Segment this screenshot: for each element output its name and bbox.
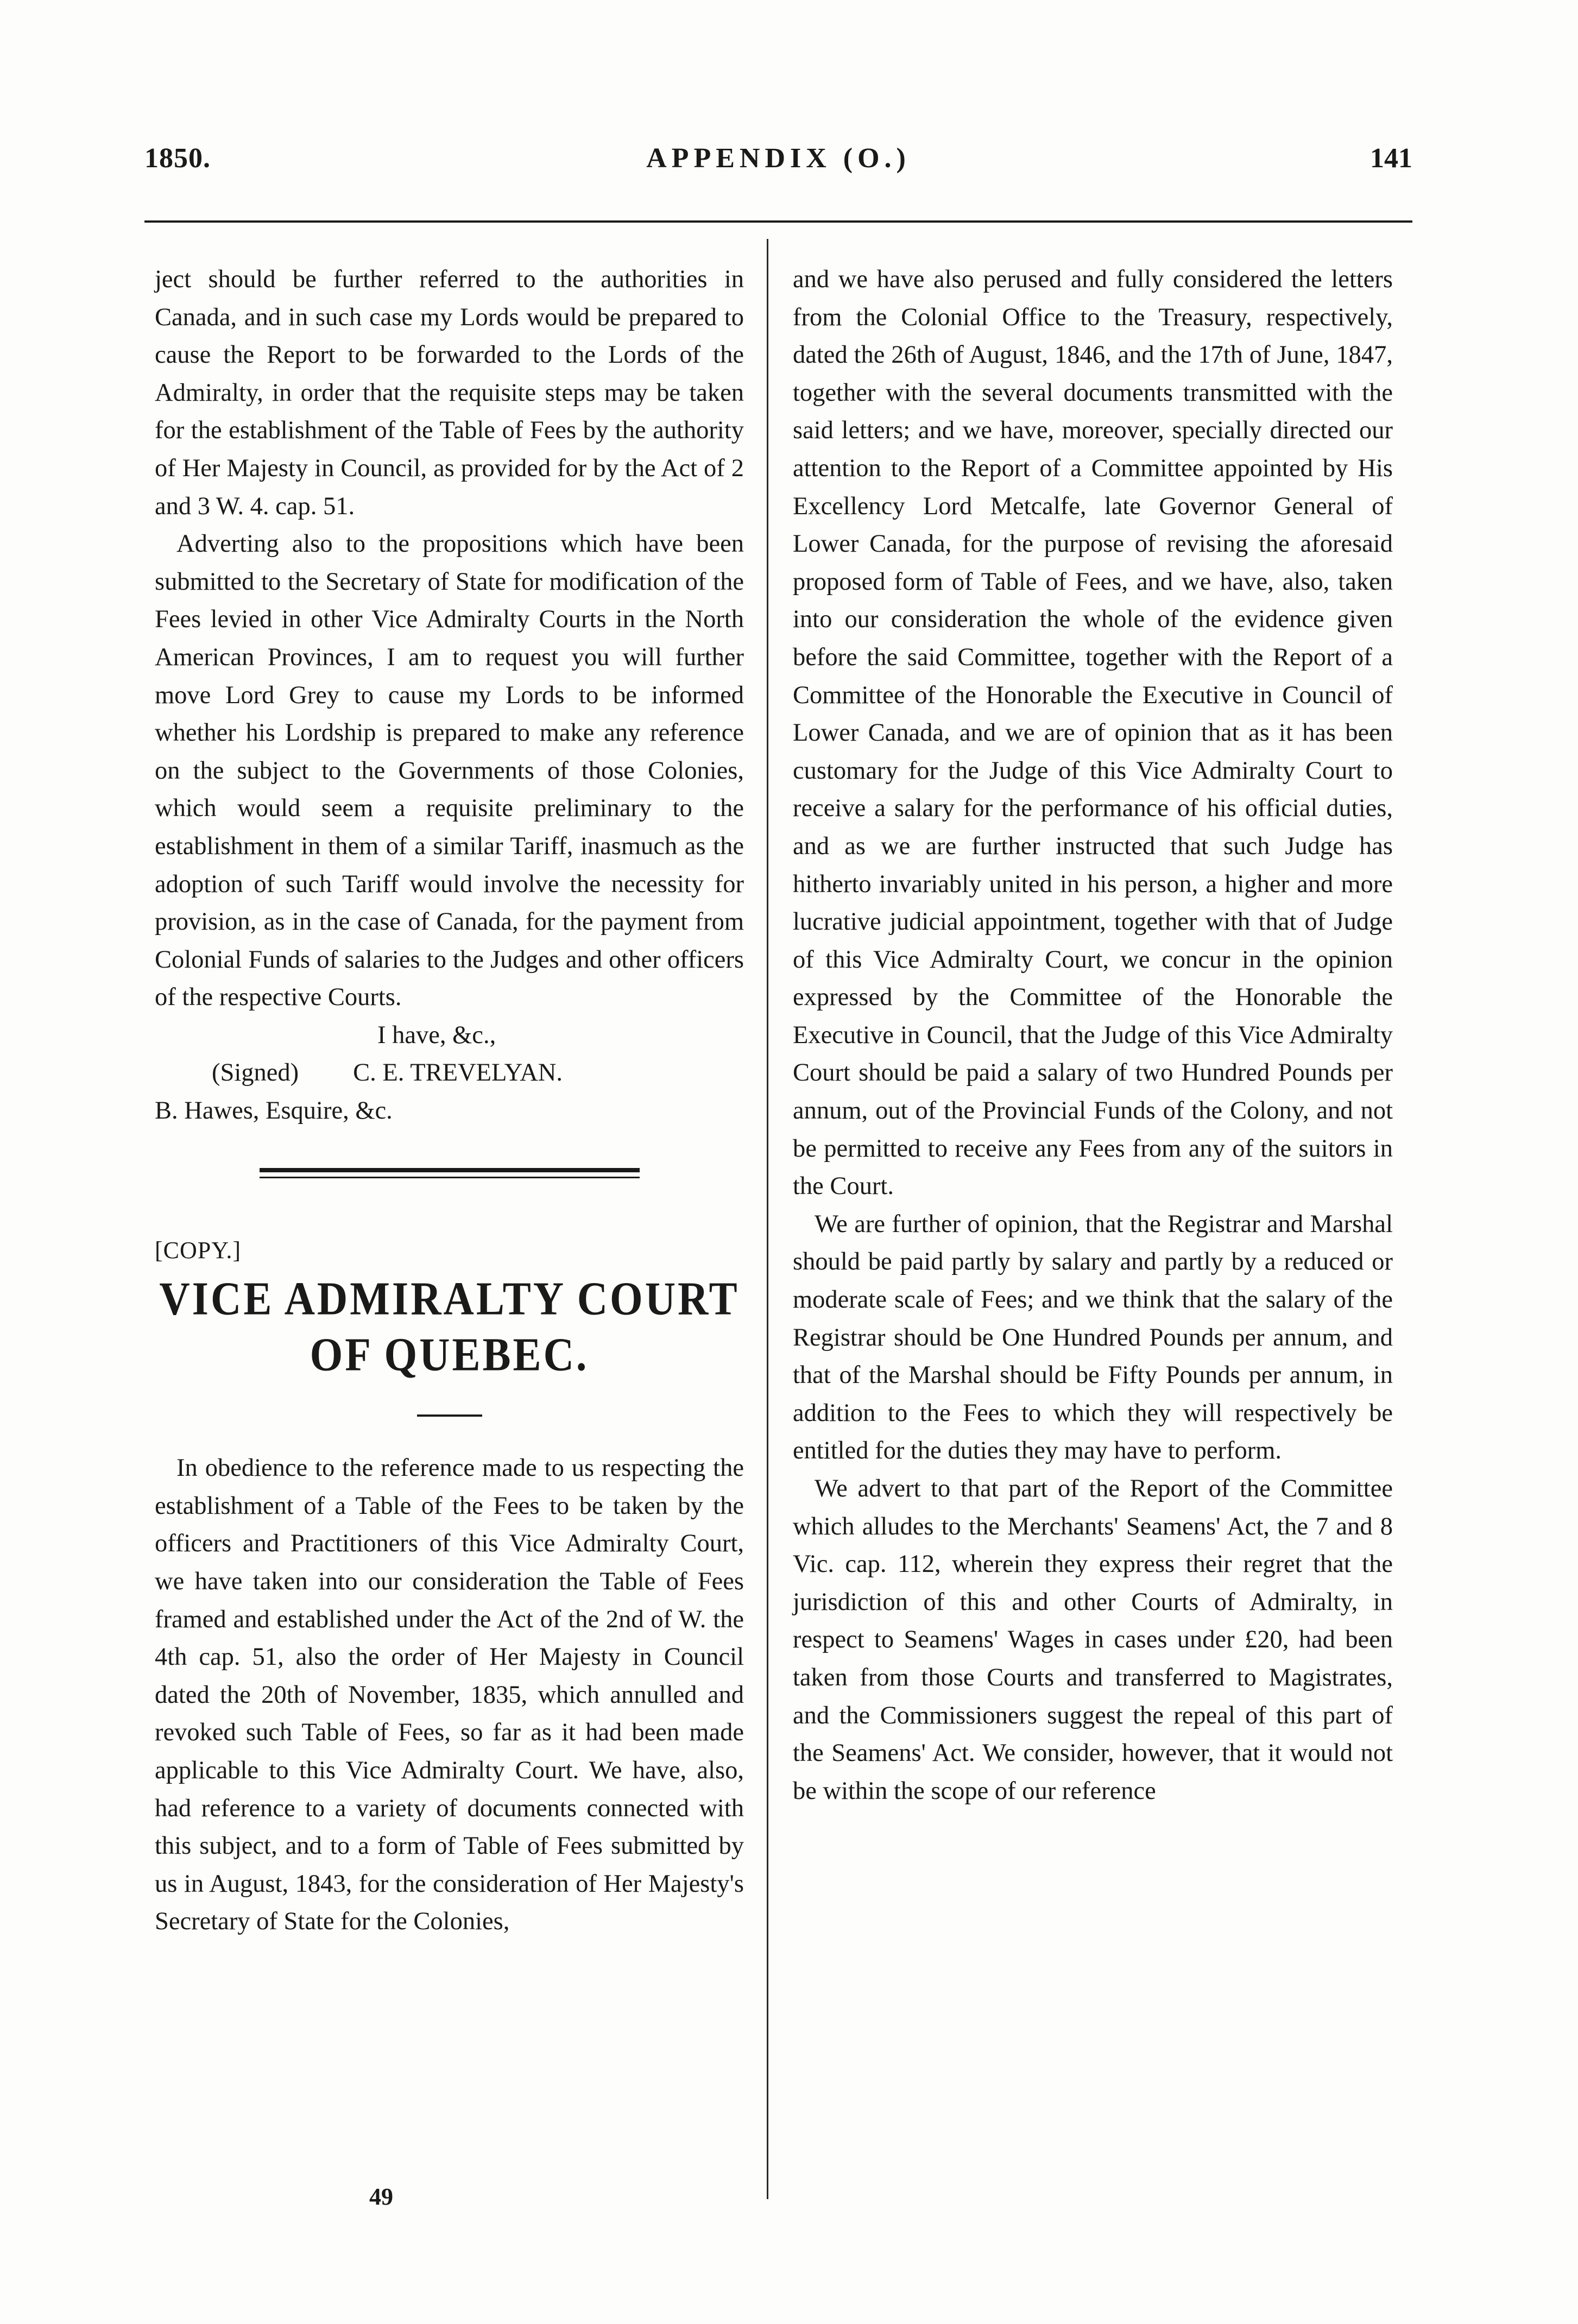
thin-rule: [260, 1177, 640, 1178]
running-head-title: APPENDIX (O.): [646, 143, 911, 174]
right-column: [793, 261, 1393, 1810]
section-divider: [260, 1168, 640, 1178]
heading-rule: [417, 1414, 482, 1417]
addressee: B. Hawes, Esquire, &c.: [155, 1097, 393, 1125]
thick-rule: [260, 1168, 640, 1172]
section-heading: VICE ADMIRALTY COURT OF QUEBEC.: [159, 1272, 740, 1381]
signature-mark: 49: [369, 2183, 393, 2210]
column-divider: [767, 239, 768, 2199]
letter-paragraph: ject should be further referred to the authorities in Canada, and in such case my Lords would be prepared to cause the Report to be forwarded to the Lords of the Admiralty, in order that the requisite steps may be taken for the establishment of the Table of Fees by the authority of Her Majesty in Council, as provided for by the Act of 2 and 3 W. 4. cap. 51.: [155, 266, 744, 520]
header-rule: [144, 220, 1412, 223]
left-column: [155, 261, 744, 1941]
signed-line: [155, 1054, 744, 1092]
signed-label: (Signed): [212, 1059, 299, 1087]
report-paragraph: In obedience to the reference made to us respecting the establishment of a Table of the Fees to be taken by the officers and Practitioners of this Vice Admiralty Court, we have taken into our consideration the Table of Fees framed and established under the Act of the 2nd of W. the 4th cap. 51, also the order of Her Majesty in Council dated the 20th of November, 1835, which annulled and revoked such Table of Fees, so far as it had been made applicable to this Vice Admiralty Court. We have, also, had reference to a variety of documents connected with this subject, and to a form of Table of Fees submitted by us in August, 1843, for the consideration of Her Majesty's Secretary of State for the Colonies,: [155, 1454, 744, 1936]
report-paragraph: and we have also perused and fully considered the letters from the Colonial Office to the Treasury, respectively, dated the 26th of August, 1846, and the 17th of June, 1847, together with the several documents transmitted with the said letters; and we have, moreover, specially directed our attention to the Report of a Committee appointed by His Excellency Lord Metcalfe, late Governor General of Lower Canada, for the purpose of revising the aforesaid proposed form of Table of Fees, and we have, also, taken into our consideration the whole of the evidence given before the said Committee, together with the Report of a Committee of the Honorable the Executive in Council of Lower Canada, and we are of opinion that as it has been customary for the Judge of this Vice Admiralty Court to receive a salary for the performance of his official duties, and as we are further instructed that such Judge has hitherto invariably united in his person, a higher and more lucrative judicial appointment, together with that of Judge of this Vice Admiralty Court, we concur in the opinion expressed by the Committee of the Honorable the Executive in Council, that the Judge of this Vice Admiralty Court should be paid a salary of two Hundred Pounds per annum, out of the Provincial Funds of the Colony, and not be permitted to receive any Fees from any of the suitors in the Court.: [793, 266, 1393, 1201]
running-head: [144, 142, 1412, 186]
closing-line: I have, &c.,: [377, 1021, 496, 1049]
copy-mark: [COPY.]: [155, 1236, 242, 1264]
report-paragraph: We advert to that part of the Report of the Committee which alludes to the Merchants' Seamens' Act, the 7 and 8 Vic. cap. 112, wherein they express their regret that the jurisdiction of this and other Courts of Admiralty, in respect to Seamens' Wages in cases under £20, had been taken from those Courts and transferred to Magistrates, and the Commissioners suggest the repeal of this part of the Seamens' Act. We consider, however, that it would not be within the scope of our reference: [793, 1475, 1393, 1805]
running-head-year: 1850.: [144, 143, 211, 174]
report-paragraph: We are further of opinion, that the Registrar and Marshal should be paid partly by salary and partly by a reduced or moderate scale of Fees; and we think that the salary of the Registrar should be One Hundred Pounds per annum, and that of the Marshal should be Fifty Pounds per annum, in addition to the Fees to which they will respectively be entitled for the duties they may have to perform.: [793, 1210, 1393, 1465]
signatory-name: C. E. TREVELYAN.: [353, 1059, 563, 1087]
letter-signoff: [155, 1016, 744, 1130]
letter-paragraph: Adverting also to the propositions which have been submitted to the Secretary of State for modification of the Fees levied in other Vice Admiralty Courts in the North American Provinces, I am to request you will further move Lord Grey to cause my Lords to be informed whether his Lordship is prepared to make any reference on the subject to the Governments of those Colonies, which would seem a requisite preliminary to the establishment in them of a similar Tariff, inasmuch as the adoption of such Tariff would involve the necessity for provision, as in the case of Canada, for the payment from Colonial Funds of salaries to the Judges and other officers of the respective Courts.: [155, 530, 744, 1012]
page-number: 141: [1370, 143, 1412, 174]
